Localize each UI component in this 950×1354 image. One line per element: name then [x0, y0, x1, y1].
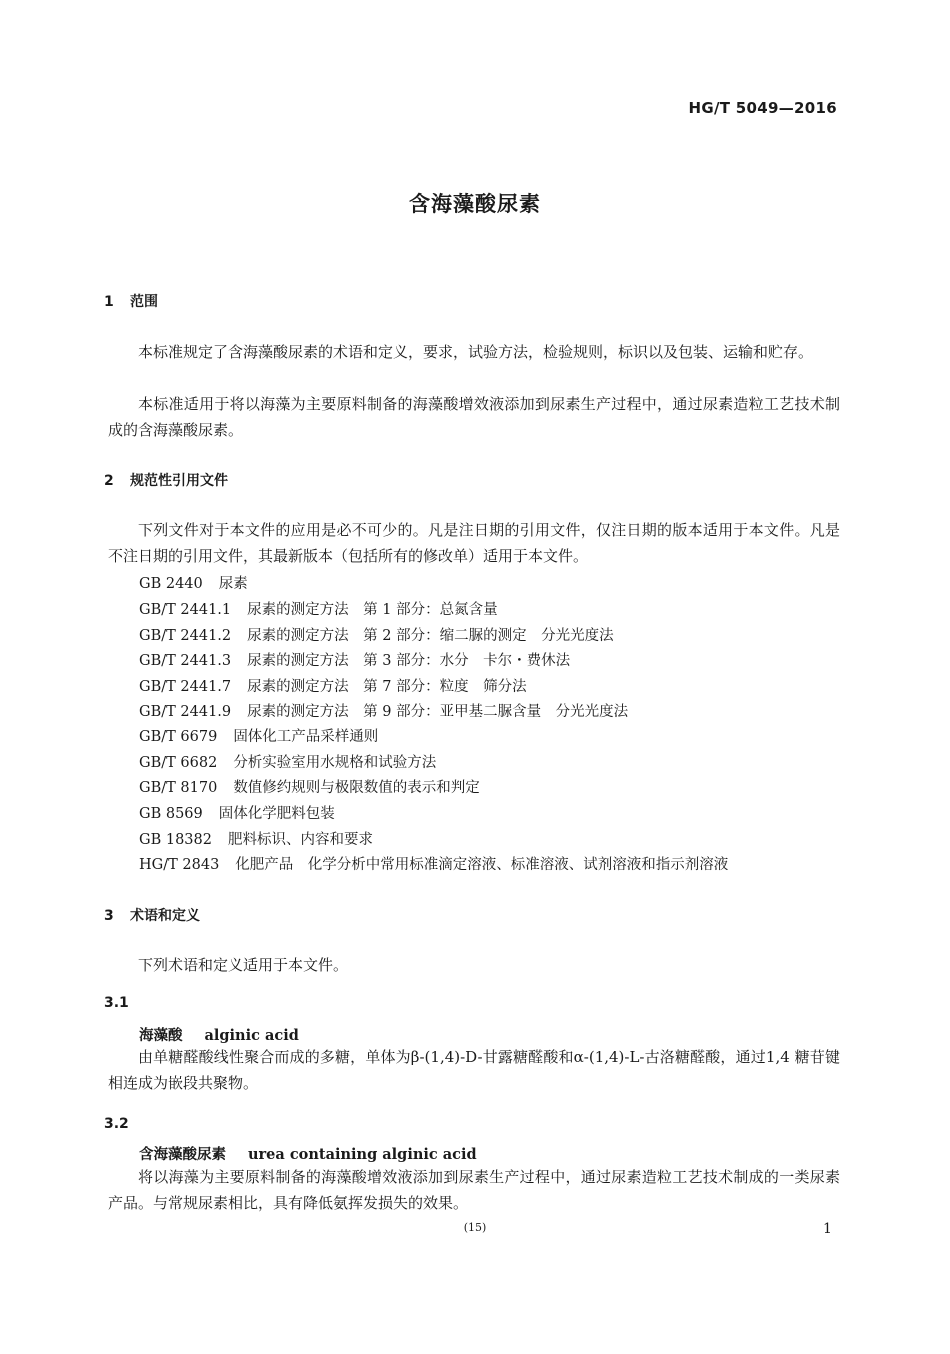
term-3-1-heading: [139, 1024, 299, 1045]
reference-item: [139, 751, 436, 772]
page-number: 1: [823, 1221, 832, 1237]
term-3-1-definition: 由单糖醛酸线性聚合而成的多糖，单体为β-(1,4)-D-甘露糖醛酸和α-(1,4)-L-古洛糖醛酸，通过1,4 糖苷键相连成为嵌段共聚物。: [108, 1048, 840, 1092]
reference-item: [139, 624, 614, 645]
section-title: 规范性引用文件: [130, 473, 228, 489]
term-3-2-number: 3.2: [104, 1116, 129, 1132]
reference-title: 分析实验室用水规格和试验方法: [233, 755, 437, 771]
term-chinese: 含海藻酸尿素: [139, 1146, 226, 1163]
reference-title: 固体化工产品采样通则: [233, 729, 379, 745]
reference-item: [139, 725, 378, 746]
section-1-heading: [104, 291, 158, 311]
section-3-intro: 下列术语和定义适用于本文件。: [138, 956, 349, 974]
reference-title: 尿素的测定方法 第 2 部分：缩二脲的测定 分光光度法: [247, 628, 614, 644]
reference-code: GB/T 8170: [139, 780, 218, 796]
section-title: 范围: [130, 294, 158, 310]
reference-title: 固体化学肥料包装: [218, 806, 335, 822]
reference-item: [139, 675, 527, 696]
term-3-2-definition: 将以海藻为主要原料制备的海藻酸增效液添加到尿素生产过程中，通过尿素造粒工艺技术制成的一类尿素产品。与常规尿素相比，具有降低氨挥发损失的效果。: [108, 1168, 840, 1212]
section-1-paragraph-2: 本标准适用于将以海藻为主要原料制备的海藻酸增效液添加到尿素生产过程中，通过尿素造粒工艺技术制成的含海藻酸尿素。: [108, 395, 840, 439]
reference-code: GB/T 2441.7: [139, 679, 232, 695]
section-number: 2: [104, 473, 114, 489]
reference-code: GB/T 2441.1: [139, 602, 232, 618]
reference-code: GB 2440: [139, 576, 203, 592]
reference-item: [139, 649, 570, 670]
reference-title: 数值修约规则与极限数值的表示和判定: [233, 780, 480, 796]
reference-item: [139, 776, 480, 797]
term-3-2-heading: [139, 1143, 477, 1164]
reference-code: GB 18382: [139, 832, 212, 848]
term-chinese: 海藻酸: [139, 1027, 183, 1044]
section-1-paragraph-1: 本标准规定了含海藻酸尿素的术语和定义，要求，试验方法，检验规则，标识以及包装、运输和贮存。: [138, 343, 814, 361]
reference-item: [139, 828, 373, 849]
reference-title: 尿素的测定方法 第 7 部分：粒度 筛分法: [247, 679, 527, 695]
term-3-1-number: 3.1: [104, 995, 129, 1011]
reference-title: 尿素的测定方法 第 9 部分：亚甲基二脲含量 分光光度法: [247, 704, 629, 720]
footer-sequence-number: (15): [463, 1221, 487, 1234]
reference-title: 肥料标识、内容和要求: [227, 832, 373, 848]
section-2-intro: 下列文件对于本文件的应用是必不可少的。凡是注日期的引用文件，仅注日期的版本适用于本文件。凡是不注日期的引用文件，其最新版本（包括所有的修改单）适用于本文件。: [108, 521, 840, 565]
reference-title: 化肥产品 化学分析中常用标准滴定溶液、标准溶液、试剂溶液和指示剂溶液: [235, 857, 729, 873]
term-english: urea containing alginic acid: [248, 1146, 477, 1163]
reference-item: [139, 572, 248, 593]
reference-code: GB/T 2441.9: [139, 704, 232, 720]
reference-item: [139, 598, 498, 619]
section-number: 1: [104, 294, 114, 310]
reference-code: GB/T 2441.2: [139, 628, 232, 644]
section-title: 术语和定义: [130, 908, 200, 924]
page-title: 含海藻酸尿素: [409, 192, 541, 216]
reference-code: GB/T 6679: [139, 729, 218, 745]
reference-title: 尿素的测定方法 第 1 部分：总氮含量: [247, 602, 498, 618]
section-3-heading: [104, 905, 200, 925]
reference-item: [139, 853, 728, 874]
reference-code: GB 8569: [139, 806, 203, 822]
term-english: alginic acid: [204, 1027, 299, 1044]
reference-code: GB/T 6682: [139, 755, 218, 771]
section-2-heading: [104, 470, 228, 490]
reference-title: 尿素的测定方法 第 3 部分：水分 卡尔・费休法: [247, 653, 571, 669]
reference-code: GB/T 2441.3: [139, 653, 232, 669]
reference-title: 尿素: [218, 576, 248, 592]
reference-item: [139, 802, 335, 823]
reference-code: HG/T 2843: [139, 857, 220, 873]
standard-code: HG/T 5049—2016: [688, 99, 837, 117]
reference-item: [139, 700, 628, 721]
section-number: 3: [104, 908, 114, 924]
